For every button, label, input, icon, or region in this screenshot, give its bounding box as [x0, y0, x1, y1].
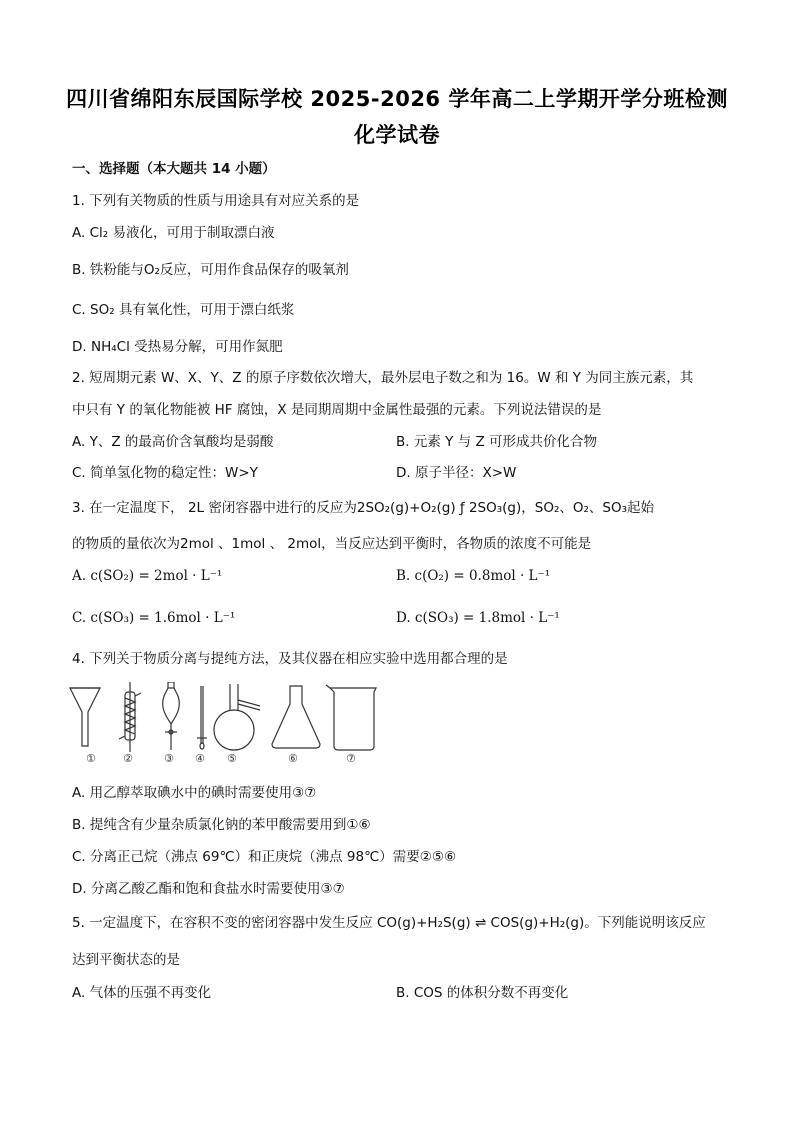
q4-stem: 4. 下列关于物质分离与提纯方法，及其仪器在相应实验中选用都合理的是 [72, 651, 508, 667]
q3-option-a: A. c(SO₂) = 2mol · L⁻¹ [72, 568, 223, 584]
apparatus-label-6: ⑥ [288, 752, 298, 765]
q2-stem-line1: 2. 短周期元素 W、X、Y、Z 的原子序数依次增大，最外层电子数之和为 16。W 和 Y 为同主族元素，其 [72, 370, 694, 386]
q1-option-d: D. NH₄Cl 受热易分解，可用作氮肥 [72, 339, 283, 355]
thermometer-icon [197, 686, 207, 749]
apparatus-label-4: ④ [195, 752, 205, 765]
q4-option-d: D. 分离乙酸乙酯和饱和食盐水时需要使用③⑦ [72, 881, 345, 897]
funnel-icon [70, 688, 100, 746]
section-heading: 一、选择题（本大题共 14 小题） [72, 161, 276, 177]
beaker-icon [326, 685, 376, 750]
apparatus-label-2: ② [123, 752, 133, 765]
q4-option-c: C. 分离正己烷（沸点 69℃）和正庚烷（沸点 98℃）需要②⑤⑥ [72, 849, 457, 865]
q1-option-c: C. SO₂ 具有氧化性，可用于漂白纸浆 [72, 302, 295, 318]
q3-option-b: B. c(O₂) = 0.8mol · L⁻¹ [396, 568, 551, 584]
q1-option-b: B. 铁粉能与O₂反应，可用作食品保存的吸氧剂 [72, 262, 349, 278]
q3-stem-line2: 的物质的量依次为2mol 、1mol 、 2mol，当反应达到平衡时，各物质的浓度不可能是 [72, 536, 592, 552]
condenser-icon [119, 682, 141, 752]
separatory-funnel-icon [163, 682, 180, 750]
q2-option-c: C. 简单氢化物的稳定性：W>Y [72, 465, 258, 481]
distilling-flask-icon [214, 684, 260, 750]
apparatus-label-1: ① [86, 752, 96, 765]
q3-stem-line1: 3. 在一定温度下， 2L 密闭容器中进行的反应为2SO₂(g)+O₂(g) ƒ 2SO₃(g)，SO₂、O₂、SO₃起始 [72, 500, 655, 516]
apparatus-label-7: ⑦ [346, 752, 356, 765]
q2-option-d: D. 原子半径：X>W [396, 465, 517, 481]
apparatus-label-3: ③ [164, 752, 174, 765]
q3-option-c: C. c(SO₃) = 1.6mol · L⁻¹ [72, 610, 236, 626]
conical-flask-icon [272, 686, 320, 748]
q1-stem: 1. 下列有关物质的性质与用途具有对应关系的是 [72, 193, 360, 209]
q5-option-b: B. COS 的体积分数不再变化 [396, 985, 569, 1001]
apparatus-label-5: ⑤ [227, 752, 237, 765]
q4-option-b: B. 提纯含有少量杂质氯化钠的苯甲酸需要用到①⑥ [72, 817, 371, 833]
q5-stem-line1: 5. 一定温度下，在容积不变的密闭容器中发生反应 CO(g)+H₂S(g) ⇌ COS(g)+H₂(g)。下列能说明该反应 [72, 915, 706, 931]
q2-option-a: A. Y、Z 的最高价含氧酸均是弱酸 [72, 434, 274, 450]
exam-subtitle: 化学试卷 [354, 123, 440, 147]
q2-option-b: B. 元素 Y 与 Z 可形成共价化合物 [396, 434, 598, 450]
q5-option-a: A. 气体的压强不再变化 [72, 985, 212, 1001]
exam-title: 四川省绵阳东辰国际学校 2025-2026 学年高二上学期开学分班检测 [66, 87, 728, 111]
q3-option-d: D. c(SO₃) = 1.8mol · L⁻¹ [396, 610, 560, 626]
q4-option-a: A. 用乙醇萃取碘水中的碘时需要使用③⑦ [72, 785, 317, 801]
q1-option-a: A. Cl₂ 易液化，可用于制取漂白液 [72, 225, 275, 241]
q2-stem-line2: 中只有 Y 的氧化物能被 HF 腐蚀，X 是同期周期中金属性最强的元素。下列说法错误的是 [72, 402, 602, 418]
q5-stem-line2: 达到平衡状态的是 [72, 952, 180, 968]
